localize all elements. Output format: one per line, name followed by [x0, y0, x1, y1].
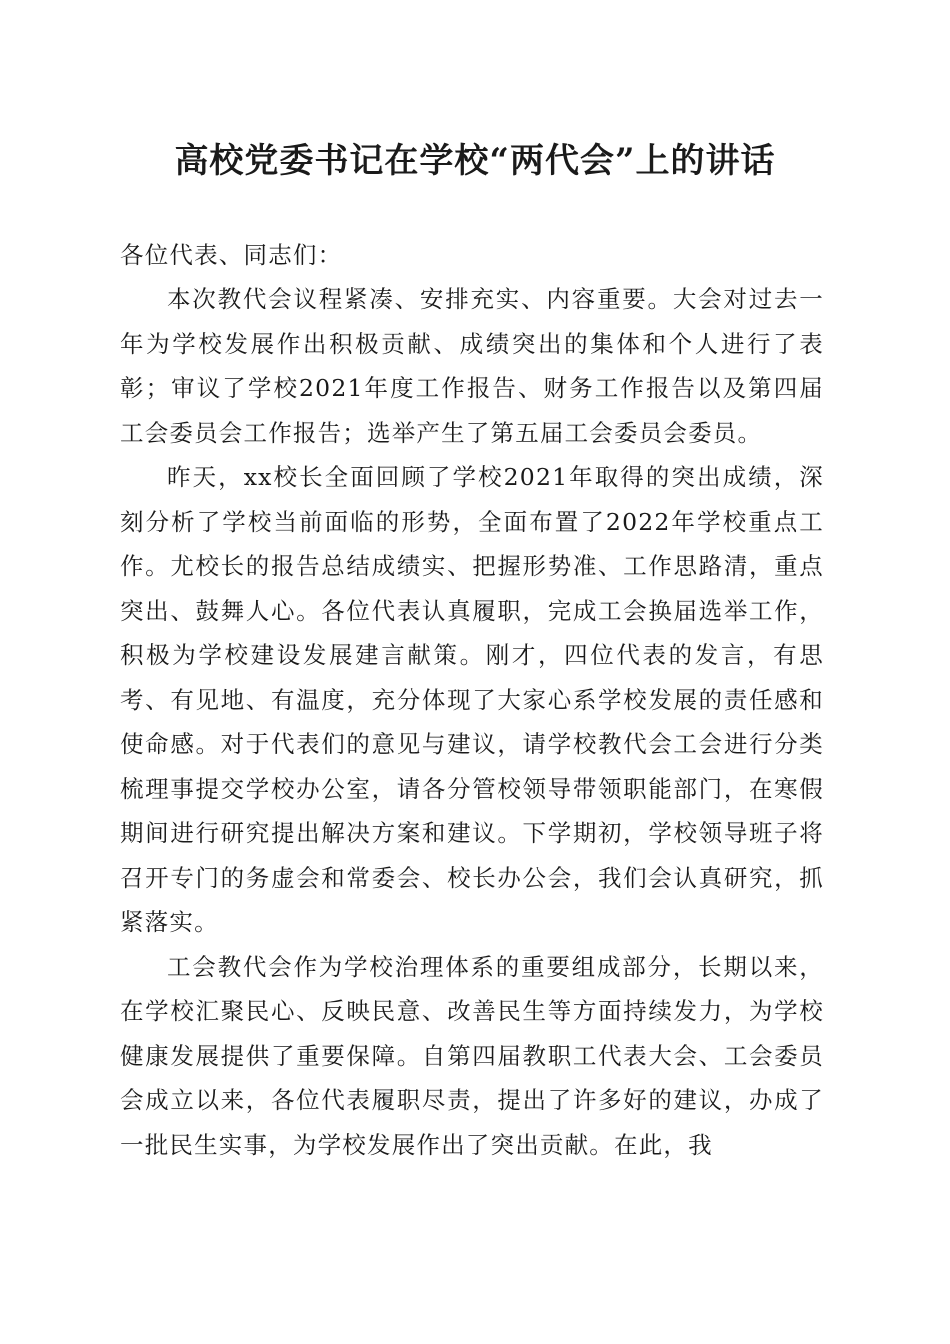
salutation: 各位代表、同志们：: [120, 241, 343, 269]
document-body: [120, 233, 824, 1167]
paragraph-1: 本次教代会议程紧凑、安排充实、内容重要。大会对过去一年为学校发展作出积极贡献、成绩突出的集体和个人进行了表彰；审议了学校2021年度工作报告、财务工作报告以及第四届工会委员会工作报告；选举产生了第五届工会委员会委员。: [120, 285, 824, 447]
document-title: 高校党委书记在学校“两代会”上的讲话: [174, 141, 776, 181]
paragraph-3: 工会教代会作为学校治理体系的重要组成部分，长期以来，在学校汇聚民心、反映民意、改善民生等方面持续发力，为学校健康发展提供了重要保障。自第四届教职工代表大会、工会委员会成立以来，各位代表履职尽责，提出了许多好的建议，办成了一批民生实事，为学校发展作出了突出贡献。在此，我: [120, 952, 824, 1159]
paragraph-2: 昨天，xx校长全面回顾了学校2021年取得的突出成绩，深刻分析了学校当前面临的形势，全面布置了2022年学校重点工作。尤校长的报告总结成绩实、把握形势准、工作思路清，重点突出、鼓舞人心。各位代表认真履职，完成工会换届选举工作，积极为学校建设发展建言献策。刚才，四位代表的发言，有思考、有见地、有温度，充分体现了大家心系学校发展的责任感和使命感。对于代表们的意见与建议，请学校教代会工会进行分类梳理事提交学校办公室，请各分管校领导带领职能部门，在寒假期间进行研究提出解决方案和建议。下学期初，学校领导班子将召开专门的务虚会和常委会、校长办公会，我们会认真研究，抓紧落实。: [120, 463, 824, 936]
